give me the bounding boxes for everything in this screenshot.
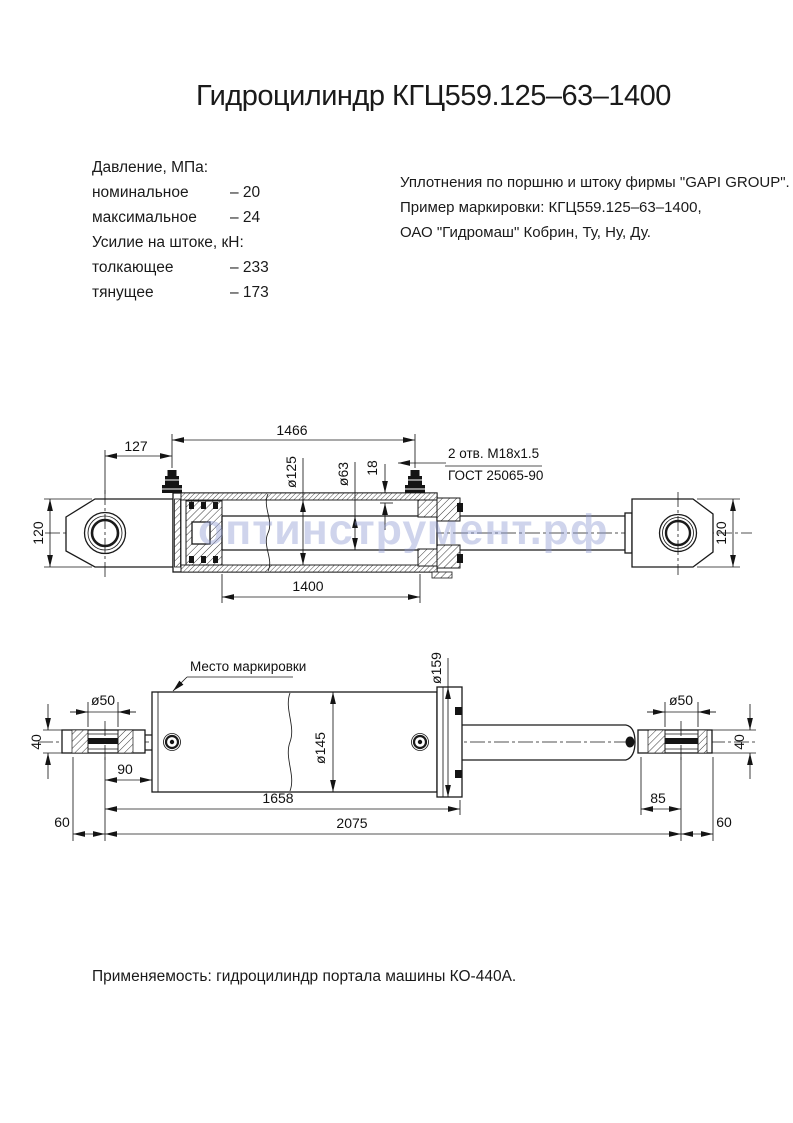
spec-row bbox=[92, 180, 269, 205]
spec-label: Усилие на штоке, кН: bbox=[92, 234, 244, 251]
spec-label: номинальное bbox=[92, 184, 189, 201]
dim-eye-thickness-left bbox=[28, 704, 62, 779]
dim-text-40-left: 40 bbox=[28, 734, 44, 750]
spec-value: – 173 bbox=[230, 284, 269, 301]
dim-text-18: 18 bbox=[364, 460, 380, 476]
spec-value: – 20 bbox=[230, 184, 261, 201]
spec-label: Давление, МПа: bbox=[92, 159, 209, 176]
note-line: Пример маркировки: КГЦ559.125–63–1400, bbox=[400, 199, 702, 216]
dim-port-offset bbox=[105, 757, 152, 841]
spec-label: максимальное bbox=[92, 209, 197, 226]
marking-place-callout bbox=[173, 659, 306, 691]
spec-row bbox=[92, 280, 269, 305]
page-title: Гидроцилиндр КГЦ559.125–63–1400 bbox=[196, 80, 671, 112]
dim-text-120-right: 120 bbox=[713, 521, 729, 545]
dim-eye-bore-right bbox=[647, 692, 716, 727]
rod-eye-side bbox=[638, 721, 712, 762]
dim-text-1658: 1658 bbox=[262, 790, 294, 806]
dim-text-o50-left: ø50 bbox=[90, 692, 116, 708]
dim-text-1466: 1466 bbox=[276, 422, 308, 438]
site-watermark: оптинструмент.рф bbox=[198, 506, 609, 554]
dim-text-o125: ø125 bbox=[283, 456, 299, 488]
callout-line2: ГОСТ 25065-90 bbox=[448, 468, 544, 483]
rear-eye-side bbox=[62, 721, 152, 762]
dim-text-120-left: 120 bbox=[30, 521, 46, 545]
dim-text-60-right: 60 bbox=[716, 814, 732, 830]
note-line: ОАО "Гидромаш" Кобрин, Ту, Ну, Ду. bbox=[400, 224, 651, 241]
dim-text-85: 85 bbox=[650, 790, 666, 806]
dim-text-o63: ø63 bbox=[335, 461, 351, 487]
dim-text-127: 127 bbox=[124, 438, 148, 454]
port-boss-rear bbox=[164, 734, 181, 751]
spec-row bbox=[92, 230, 269, 255]
spec-value: – 233 bbox=[230, 259, 269, 276]
rear-eye bbox=[66, 490, 173, 577]
dim-rod-eye-offset bbox=[641, 757, 681, 815]
dim-text-40-right: 40 bbox=[731, 734, 747, 750]
dim-body-length bbox=[105, 790, 460, 815]
dim-eye-end-right bbox=[681, 757, 732, 841]
application-note: Применяемость: гидроцилиндр портала машины КО-440А. bbox=[92, 968, 517, 985]
callout-line1: 2 отв. М18х1.5 bbox=[448, 446, 540, 461]
rod-eye bbox=[625, 492, 713, 575]
spec-label: тянущее bbox=[92, 284, 154, 301]
dim-text-2075: 2075 bbox=[336, 815, 368, 831]
spec-row bbox=[92, 255, 269, 280]
dim-text-1400: 1400 bbox=[292, 578, 324, 594]
dim-pin-to-port bbox=[105, 438, 172, 494]
dim-eye-thickness-right bbox=[712, 704, 756, 779]
spec-row bbox=[92, 205, 269, 230]
oil-port-fitting-rear bbox=[162, 470, 182, 493]
dim-eye-end-left bbox=[54, 757, 105, 841]
note-block bbox=[400, 170, 790, 245]
dim-text-60-left: 60 bbox=[54, 814, 70, 830]
spec-label: толкающее bbox=[92, 259, 174, 276]
dim-text-o50-right: ø50 bbox=[668, 692, 694, 708]
dim-text-o145: ø145 bbox=[312, 732, 328, 764]
dim-text-90: 90 bbox=[117, 761, 133, 777]
plan-view-drawing bbox=[0, 640, 793, 860]
spec-row bbox=[92, 155, 269, 180]
piston-rod-plan bbox=[462, 725, 635, 760]
cylinder-barrel-plan bbox=[152, 692, 437, 792]
marking-label: Место маркировки bbox=[190, 659, 307, 674]
spec-table bbox=[92, 155, 269, 305]
dim-eye-bore-left bbox=[70, 692, 136, 727]
oil-port-fitting-head bbox=[405, 470, 425, 493]
spec-value: – 24 bbox=[230, 209, 261, 226]
note-line: Уплотнения по поршню и штоку фирмы "GAPI GROUP". bbox=[400, 174, 790, 191]
dim-text-o159: ø159 bbox=[428, 652, 444, 684]
dim-stroke-length bbox=[222, 574, 420, 603]
port-boss-head bbox=[412, 734, 429, 751]
cylinder-head-plan bbox=[437, 687, 462, 797]
